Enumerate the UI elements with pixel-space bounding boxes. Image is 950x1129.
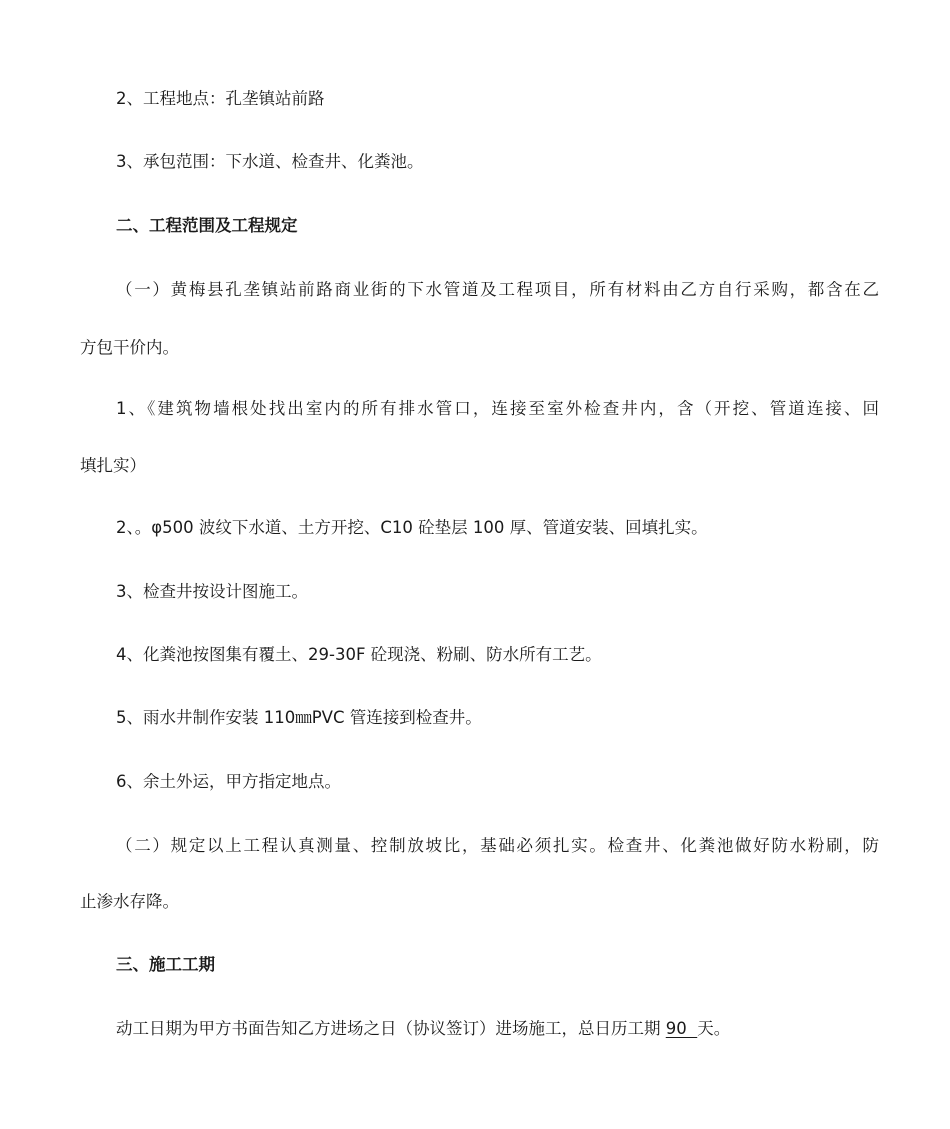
section-heading-3: 三、施工工期: [116, 955, 215, 974]
section-heading-2: 二、工程范围及工程规定: [116, 216, 298, 235]
schedule-days-value: 90: [665, 1019, 698, 1038]
item-2: 2、。φ500 波纹下水道、土方开挖、C10 砼垫层 100 厚、管道安装、回填扎实。: [116, 518, 708, 537]
schedule-text-prefix: 动工日期为甲方书面告知乙方进场之日（协议签订）进场施工，总日历工期: [116, 1019, 666, 1038]
schedule-text-suffix: 天。: [697, 1019, 731, 1038]
paragraph-2-line-1: （二）规定以上工程认真测量、控制放坡比，基础必须扎实。检查井、化粪池做好防水粉刷，防: [116, 836, 879, 855]
paragraph-2-line-2: 止渗水存降。: [80, 892, 179, 911]
item-6: 6、余土外运，甲方指定地点。: [116, 772, 341, 791]
item-3: 3、检查井按设计图施工。: [116, 582, 308, 601]
item-1-line-2: 填扎实）: [80, 456, 146, 475]
paragraph-1-line-1: （一）黄梅县孔垄镇站前路商业街的下水管道及工程项目，所有材料由乙方自行采购，都含在乙: [116, 280, 879, 299]
contract-item-location: 2、工程地点：孔垄镇站前路: [116, 89, 325, 108]
paragraph-1-line-2: 方包干价内。: [80, 338, 179, 357]
item-5: 5、雨水井制作安装 110㎜PVC 管连接到检查井。: [116, 708, 482, 727]
item-4: 4、化粪池按图集有覆土、29-30F 砼现浇、粉刷、防水所有工艺。: [116, 645, 602, 664]
item-1-line-1: 1、《建筑物墙根处找出室内的所有排水管口，连接至室外检查井内，含（开挖、管道连接、回: [116, 399, 879, 418]
contract-item-scope: 3、承包范围：下水道、检查井、化粪池。: [116, 152, 424, 171]
schedule-sentence: [116, 1019, 916, 1039]
